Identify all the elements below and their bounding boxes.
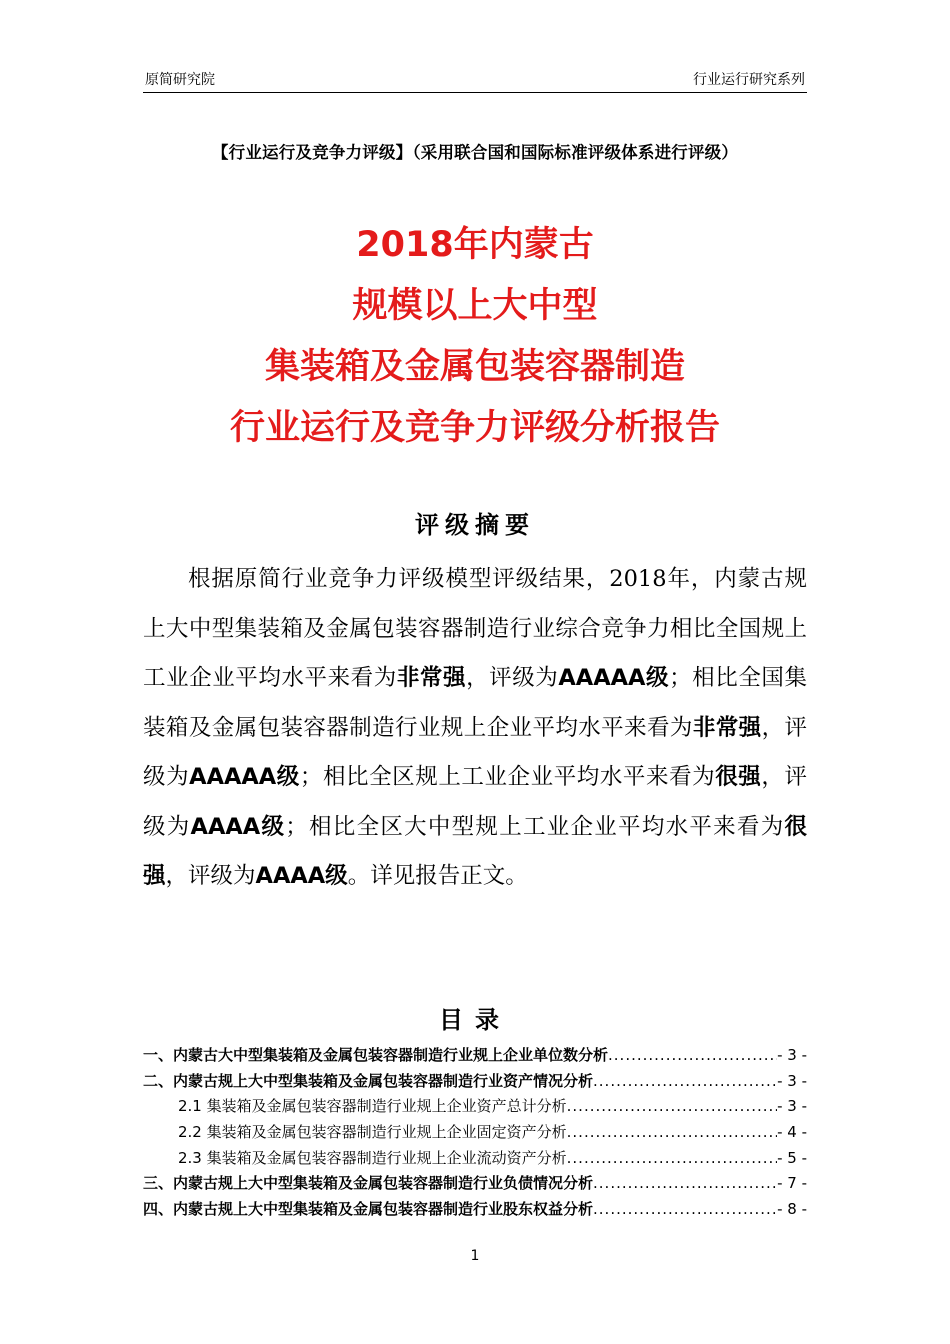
title-line: 2018年内蒙古: [356, 225, 594, 265]
summary-text: ，评级为: [165, 863, 256, 889]
toc-entry-label: 四、内蒙古规上大中型集装箱及金属包装容器制造行业股东权益分析: [143, 1200, 594, 1219]
summary-grade: AAAAA级: [189, 764, 300, 790]
report-title: [143, 215, 807, 459]
toc-heading: 目录: [439, 1006, 511, 1034]
toc-leader-dots: [567, 1094, 777, 1120]
toc-subentry[interactable]: [143, 1094, 807, 1120]
summary-text: ，评级为: [143, 714, 807, 790]
title-line: 规模以上大中型: [352, 286, 598, 326]
summary-grade: AAAA级: [190, 813, 286, 840]
toc-leader-dots: [593, 1197, 777, 1223]
toc-entry-label: 2.2 集装箱及金属包装容器制造行业规上企业固定资产分析: [178, 1123, 567, 1142]
page-number: 1: [470, 1248, 480, 1264]
summary-paragraph: [143, 555, 807, 902]
header-series: 行业运行研究系列: [693, 72, 805, 88]
summary-text: ；相比全区大中型规上工业企业平均水平来看为: [285, 813, 785, 840]
toc-entry-page: - 3 -: [777, 1046, 807, 1064]
toc-entry-page: - 8 -: [777, 1200, 807, 1219]
summary-text: 。详见报告正文。: [347, 863, 528, 889]
toc-leader-dots: [593, 1069, 777, 1095]
title-line: 集装箱及金属包装容器制造: [264, 347, 685, 387]
summary-rating: 非常强: [692, 714, 762, 741]
toc-entry-page: - 4 -: [777, 1123, 807, 1142]
toc-entry-page: - 3 -: [777, 1071, 807, 1090]
toc-entry-page: - 3 -: [777, 1097, 807, 1116]
summary-rating: 很强: [715, 764, 762, 790]
summary-grade: AAAAA级: [558, 665, 670, 691]
toc-entry-page: - 7 -: [777, 1174, 807, 1193]
toc-entry[interactable]: [143, 1197, 807, 1223]
summary-rating: 很强: [143, 813, 807, 889]
title-line: 行业运行及竞争力评级分析报告: [229, 408, 720, 448]
summary-rating: 非常强: [396, 665, 467, 691]
toc-entry[interactable]: [143, 1171, 807, 1197]
summary-text: ；相比全区规上工业企业平均水平来看为: [299, 764, 716, 790]
summary-heading: 评级摘要: [415, 511, 535, 539]
toc-entry[interactable]: [143, 1069, 807, 1095]
summary-text: ，评级为: [143, 764, 807, 840]
toc-leader-dots: [567, 1120, 777, 1146]
page-header: [143, 66, 807, 93]
toc-entry-label: 一、内蒙古大中型集装箱及金属包装容器制造行业规上企业单位数分析: [143, 1046, 609, 1064]
rating-note: 【行业运行及竞争力评级】（采用联合国和国际标准评级体系进行评级）: [211, 143, 739, 162]
summary-text: ，评级为: [466, 665, 559, 691]
header-publisher: 原简研究院: [145, 72, 215, 88]
toc-leader-dots: [608, 1043, 777, 1069]
toc-entry-label: 2.3 集装箱及金属包装容器制造行业规上企业流动资产分析: [178, 1148, 567, 1167]
toc-subentry[interactable]: [143, 1120, 807, 1146]
toc-entry-page: - 5 -: [777, 1148, 807, 1167]
summary-grade: AAAA级: [255, 863, 348, 889]
table-of-contents: [143, 1043, 807, 1223]
summary-text: ；相比全国集装箱及金属包装容器制造行业规上企业平均水平来看为: [143, 665, 807, 741]
toc-leader-dots: [593, 1171, 777, 1197]
toc-entry[interactable]: [143, 1043, 807, 1069]
toc-subentry[interactable]: [143, 1146, 807, 1172]
toc-entry-label: 2.1 集装箱及金属包装容器制造行业规上企业资产总计分析: [178, 1097, 567, 1116]
summary-text: 根据原简行业竞争力评级模型评级结果，2018年，内蒙古规上大中型集装箱及金属包装容器制造行业综合竞争力相比全国规上工业企业平均水平来看为: [143, 566, 807, 691]
toc-entry-label: 二、内蒙古规上大中型集装箱及金属包装容器制造行业资产情况分析: [143, 1071, 594, 1090]
toc-leader-dots: [567, 1146, 777, 1172]
toc-entry-label: 三、内蒙古规上大中型集装箱及金属包装容器制造行业负债情况分析: [143, 1174, 594, 1193]
